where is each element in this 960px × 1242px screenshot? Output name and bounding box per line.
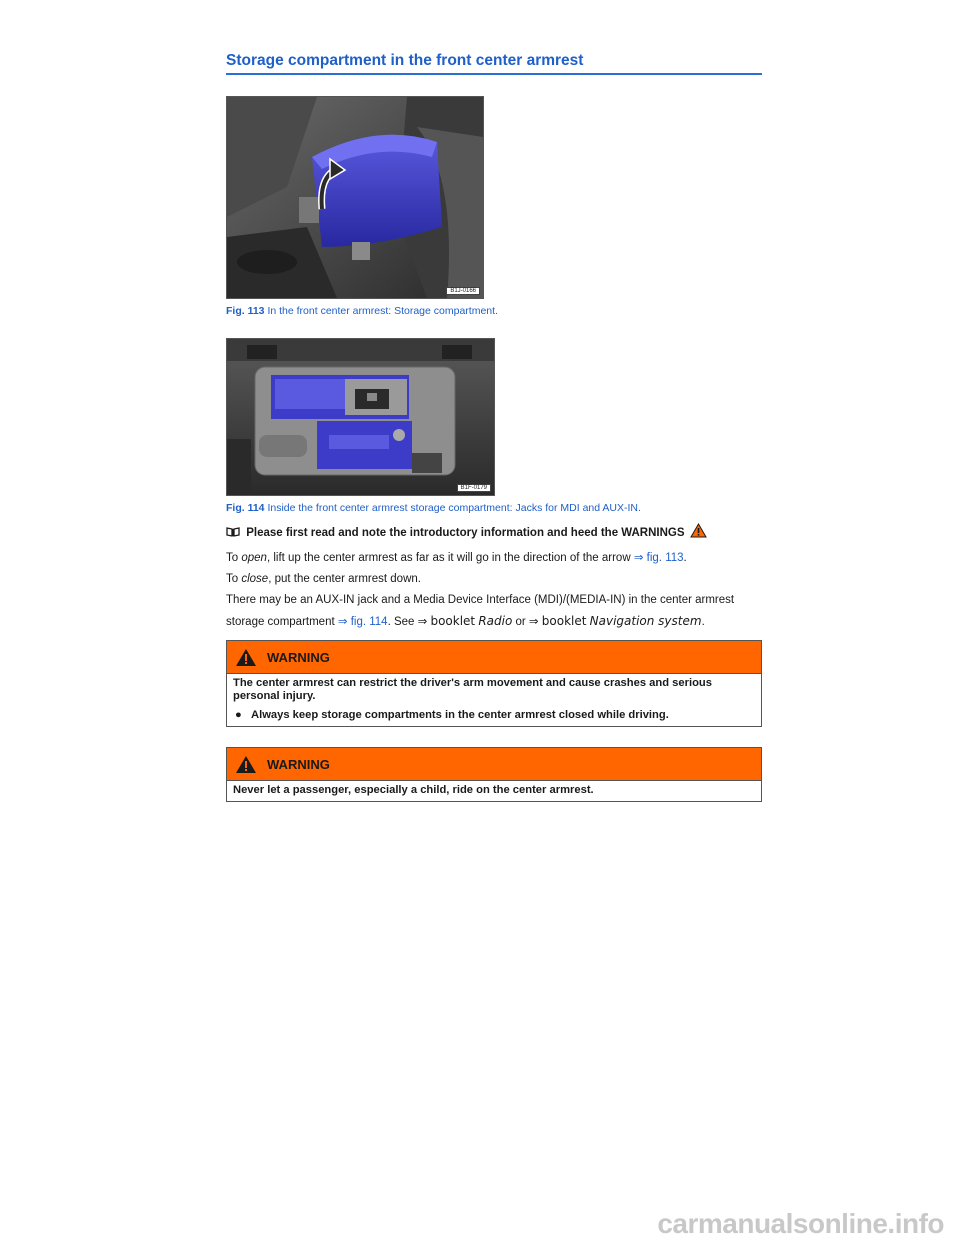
- warning-box: [226, 747, 762, 802]
- close-instruction: [226, 569, 766, 590]
- figure-113-image: [226, 96, 484, 299]
- figure-caption-text: Inside the front center armrest storage compartment: Jacks for MDI and AUX-IN.: [267, 502, 641, 514]
- warning-body: [227, 674, 761, 726]
- warning-label: WARNING: [267, 756, 330, 772]
- open-instruction: [226, 548, 766, 569]
- warning-triangle-icon: [235, 648, 257, 667]
- figure-113-caption: [226, 305, 498, 317]
- aux-paragraph: [226, 590, 766, 633]
- figure-number: Fig. 113: [226, 305, 265, 317]
- text: storage compartment: [226, 616, 338, 628]
- emphasis: open: [241, 552, 267, 564]
- figure-114-image: [226, 338, 495, 496]
- text: , put the center armrest down.: [268, 573, 421, 585]
- page-title: Storage compartment in the front center armrest: [226, 52, 762, 75]
- figure-114-link[interactable]: ⇒ fig. 114: [337, 616, 388, 628]
- figure-code: B1J-0166: [446, 287, 480, 295]
- emphasis: close: [241, 573, 269, 585]
- warning-text: The center armrest can restrict the driver's arm movement and cause crashes and serious personal injury.: [233, 677, 712, 702]
- figure-code: B1F-0179: [457, 484, 491, 492]
- warning-label: WARNING: [267, 649, 330, 665]
- booklet-reference: booklet: [430, 614, 476, 628]
- warning-triangle-icon: [235, 755, 257, 774]
- text: .: [701, 616, 705, 628]
- text: , lift up the center armrest as far as it will go in the direction of the arrow: [266, 552, 634, 564]
- book-icon: [226, 527, 240, 537]
- intro-note: [226, 523, 707, 539]
- text: To: [226, 552, 242, 564]
- booklet-title-navigation: Navigation system: [589, 614, 702, 628]
- text: To: [226, 573, 242, 585]
- text: .: [683, 552, 687, 564]
- watermark: carmanualsonline.info: [657, 1208, 944, 1239]
- warning-header: [227, 641, 761, 674]
- text: . See ⇒: [387, 616, 431, 628]
- warning-body: [227, 781, 761, 801]
- text: or ⇒: [512, 616, 542, 628]
- warning-text: Never let a passenger, especially a child, ride on the center armrest.: [233, 784, 594, 796]
- note-text: Please first read and note the introductory information and heed the WARNINGS: [246, 527, 685, 539]
- figure-114-caption: [226, 502, 641, 514]
- warning-bullet: [233, 709, 755, 722]
- warning-header: [227, 748, 761, 781]
- text: There may be an AUX-IN jack and a Media Device Interface (MDI)/(MEDIA-IN) in the center armrest: [226, 594, 735, 606]
- warning-bullet-text: Always keep storage compartments in the center armrest closed while driving.: [251, 709, 669, 721]
- warning-box: [226, 640, 762, 727]
- figure-number: Fig. 114: [226, 502, 265, 514]
- figure-113-link[interactable]: ⇒ fig. 113: [633, 552, 684, 564]
- bullet-icon: ●: [235, 709, 242, 721]
- warning-triangle-icon: [690, 523, 707, 538]
- figure-caption-text: In the front center armrest: Storage compartment.: [267, 305, 498, 317]
- booklet-title-radio: Radio: [478, 614, 513, 628]
- booklet-reference: booklet: [541, 614, 587, 628]
